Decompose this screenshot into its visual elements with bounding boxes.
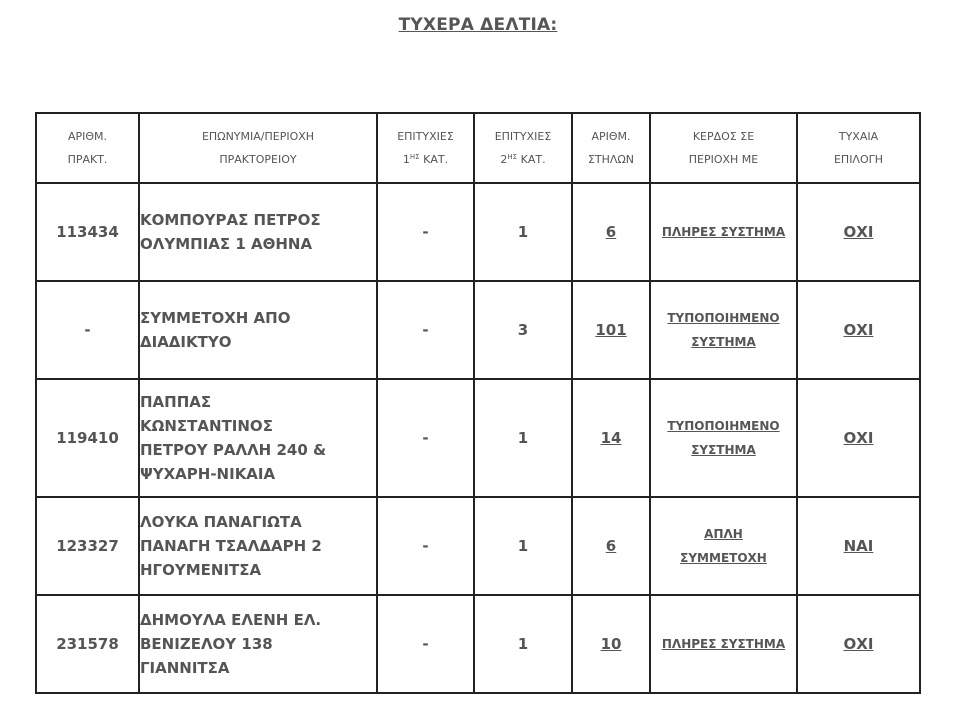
first-category-wins: - (377, 595, 474, 693)
table-row (36, 281, 920, 379)
random-pick (797, 497, 920, 595)
second-category-wins: 3 (474, 281, 572, 379)
first-category-wins: - (377, 497, 474, 595)
agency-number: 119410 (36, 379, 139, 497)
columns-count (572, 281, 650, 379)
win-system (650, 497, 797, 595)
first-category-wins: - (377, 281, 474, 379)
header-win-system: ΚΕΡΔΟΣ ΣΕ ΠΕΡΙΟΧΗ ΜΕ (650, 113, 797, 183)
random-pick-link[interactable]: ΟΧΙ (843, 635, 874, 653)
winning-tickets-table (35, 112, 921, 694)
header-random-pick: ΤΥΧΑΙΑ ΕΠΙΛΟΓΗ (797, 113, 920, 183)
agency-number: 231578 (36, 595, 139, 693)
page-title: ΤΥΧΕΡΑ ΔΕΛΤΙΑ: (398, 15, 558, 35)
second-category-wins: 1 (474, 379, 572, 497)
columns-count (572, 183, 650, 281)
agency-number: 113434 (36, 183, 139, 281)
second-category-wins: 1 (474, 497, 572, 595)
agency-name: ΚΟΜΠΟΥΡΑΣ ΠΕΤΡΟΣ ΟΛΥΜΠΙΑΣ 1 ΑΘΗΝΑ (139, 183, 377, 281)
table-row (36, 595, 920, 693)
win-system (650, 379, 797, 497)
first-category-wins: - (377, 183, 474, 281)
random-pick-link[interactable]: ΟΧΙ (843, 223, 874, 241)
random-pick (797, 595, 920, 693)
second-category-wins: 1 (474, 595, 572, 693)
columns-link[interactable]: 101 (595, 321, 627, 339)
table-header-row (36, 113, 920, 183)
win-system (650, 183, 797, 281)
system-link[interactable]: ΑΠΛΗ ΣΥΜΜΕΤΟΧΗ (680, 527, 767, 565)
first-category-wins: - (377, 379, 474, 497)
columns-count (572, 497, 650, 595)
random-pick (797, 183, 920, 281)
random-pick-link[interactable]: ΟΧΙ (843, 321, 874, 339)
system-link[interactable]: ΠΛΗΡΕΣ ΣΥΣΤΗΜΑ (661, 637, 786, 651)
system-link[interactable]: ΤΥΠΟΠΟΙΗΜΕΝΟ ΣΥΣΤΗΜΑ (667, 311, 780, 349)
header-columns-count: ΑΡΙΘΜ. ΣΤΗΛΩΝ (572, 113, 650, 183)
win-system (650, 281, 797, 379)
table-row (36, 379, 920, 497)
random-pick-link[interactable]: ΝΑΙ (843, 537, 874, 555)
win-system (650, 595, 797, 693)
table-row (36, 497, 920, 595)
random-pick (797, 379, 920, 497)
system-link[interactable]: ΤΥΠΟΠΟΙΗΜΕΝΟ ΣΥΣΤΗΜΑ (667, 419, 780, 457)
agency-name: ΔΗΜΟΥΛΑ ΕΛΕΝΗ ΕΛ. ΒΕΝΙΖΕΛΟΥ 138 ΓΙΑΝΝΙΤΣΑ (139, 595, 377, 693)
system-link[interactable]: ΠΛΗΡΕΣ ΣΥΣΤΗΜΑ (661, 225, 786, 239)
agency-name: ΠΑΠΠΑΣ ΚΩΝΣΤΑΝΤΙΝΟΣ ΠΕΤΡΟΥ ΡΑΛΛΗ 240 & ΨΥΧΑΡΗ-ΝΙΚΑΙΑ (139, 379, 377, 497)
random-pick-link[interactable]: ΟΧΙ (843, 429, 874, 447)
columns-count (572, 595, 650, 693)
columns-link[interactable]: 10 (600, 635, 622, 653)
header-first-category: ΕΠΙΤΥΧΙΕΣ $1^{H\Sigma}$ ΚΑΤ. (377, 113, 474, 183)
agency-number: - (36, 281, 139, 379)
columns-link[interactable]: 14 (600, 429, 622, 447)
columns-count (572, 379, 650, 497)
columns-link[interactable]: 6 (605, 537, 617, 555)
columns-link[interactable]: 6 (605, 223, 617, 241)
agency-name: ΣΥΜΜΕΤΟΧΗ ΑΠΟ ΔΙΑΔΙΚΤΥΟ (139, 281, 377, 379)
second-category-wins: 1 (474, 183, 572, 281)
random-pick (797, 281, 920, 379)
header-agency-name: ΕΠΩΝΥΜΙΑ/ΠΕΡΙΟΧΗ ΠΡΑΚΤΟΡΕΙΟΥ (139, 113, 377, 183)
agency-number: 123327 (36, 497, 139, 595)
table-row (36, 183, 920, 281)
header-agency-number: ΑΡΙΘΜ. ΠΡΑΚΤ. (36, 113, 139, 183)
agency-name: ΛΟΥΚΑ ΠΑΝΑΓΙΩΤΑ ΠΑΝΑΓΗ ΤΣΑΛΔΑΡΗ 2 ΗΓΟΥΜΕΝΙΤΣΑ (139, 497, 377, 595)
header-second-category: ΕΠΙΤΥΧΙΕΣ $2^{H\Sigma}$ ΚΑΤ. (474, 113, 572, 183)
